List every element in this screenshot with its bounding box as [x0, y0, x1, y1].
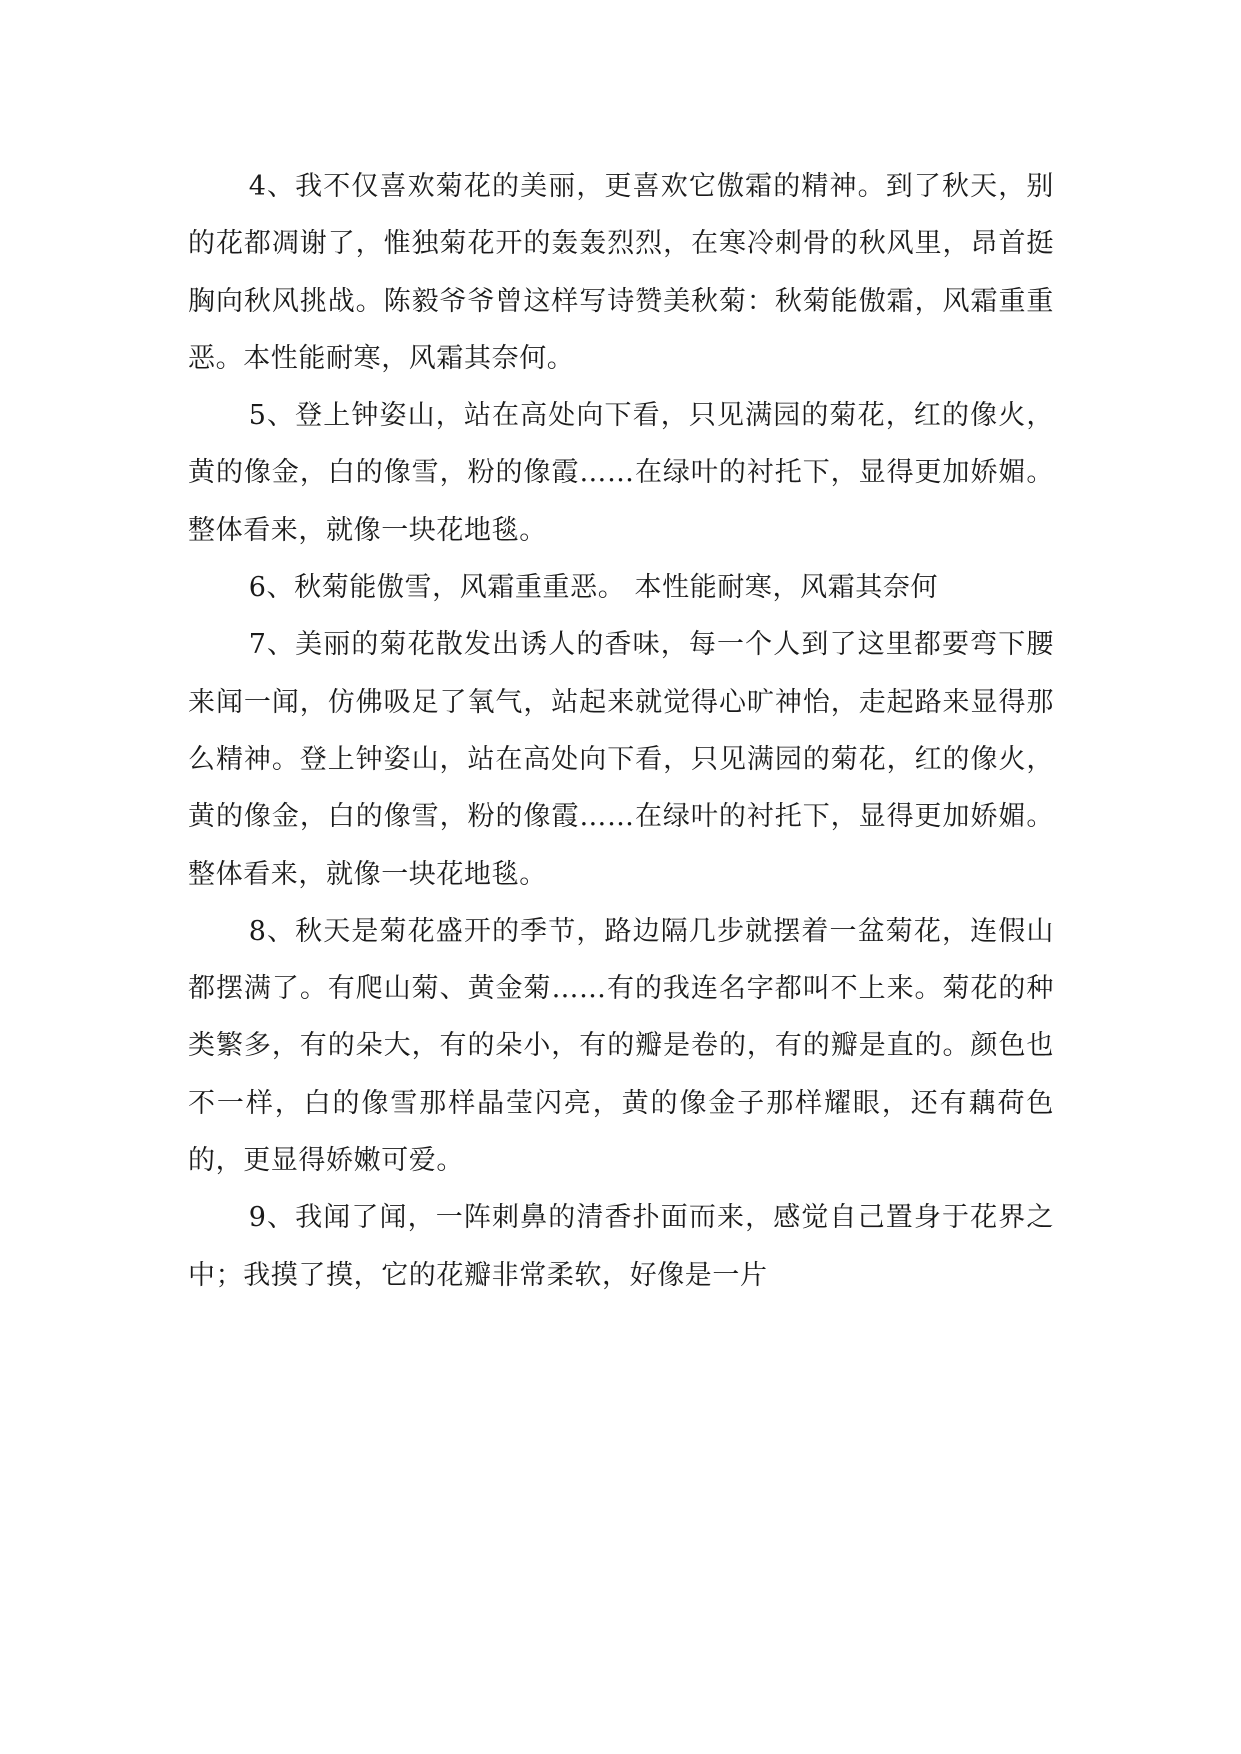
paragraph-8: 8、秋天是菊花盛开的季节，路边隔几步就摆着一盆菊花，连假山都摆满了。有爬山菊、黄金菊……有的我连名字都叫不上来。菊花的种类繁多，有的朵大，有的朵小，有的瓣是卷的，有的瓣是直的。颜色也不一样，白的像雪那样晶莹闪亮，黄的像金子那样耀眼，还有藕荷色的，更显得娇嫩可爱。	[188, 915, 1054, 1177]
paragraph-9: 9、我闻了闻，一阵刺鼻的清香扑面而来，感觉自己置身于花界之中；我摸了摸，它的花瓣非常柔软，好像是一片	[188, 1202, 1054, 1291]
paragraph-5: 5、登上钟姿山，站在高处向下看，只见满园的菊花，红的像火，黄的像金，白的像雪，粉的像霞……在绿叶的衬托下，显得更加娇媚。整体看来，就像一块花地毯。	[188, 400, 1054, 546]
paragraph-6: 6、秋菊能傲雪，风霜重重恶。 本性能耐寒，风霜其奈何	[248, 572, 939, 604]
document-body	[188, 158, 1054, 1304]
paragraph-7: 7、美丽的菊花散发出诱人的香味，每一个人到了这里都要弯下腰来闻一闻，仿佛吸足了氧气，站起来就觉得心旷神怡，走起路来显得那么精神。登上钟姿山，站在高处向下看，只见满园的菊花，红的像火，黄的像金，白的像雪，粉的像霞……在绿叶的衬托下，显得更加娇媚。整体看来，就像一块花地毯。	[188, 629, 1054, 890]
paragraph-4: 4、我不仅喜欢菊花的美丽，更喜欢它傲霜的精神。到了秋天，别的花都凋谢了，惟独菊花开的轰轰烈烈，在寒冷刺骨的秋风里，昂首挺胸向秋风挑战。陈毅爷爷曾这样写诗赞美秋菊：秋菊能傲霜，风霜重重恶。本性能耐寒，风霜其奈何。	[188, 171, 1054, 374]
